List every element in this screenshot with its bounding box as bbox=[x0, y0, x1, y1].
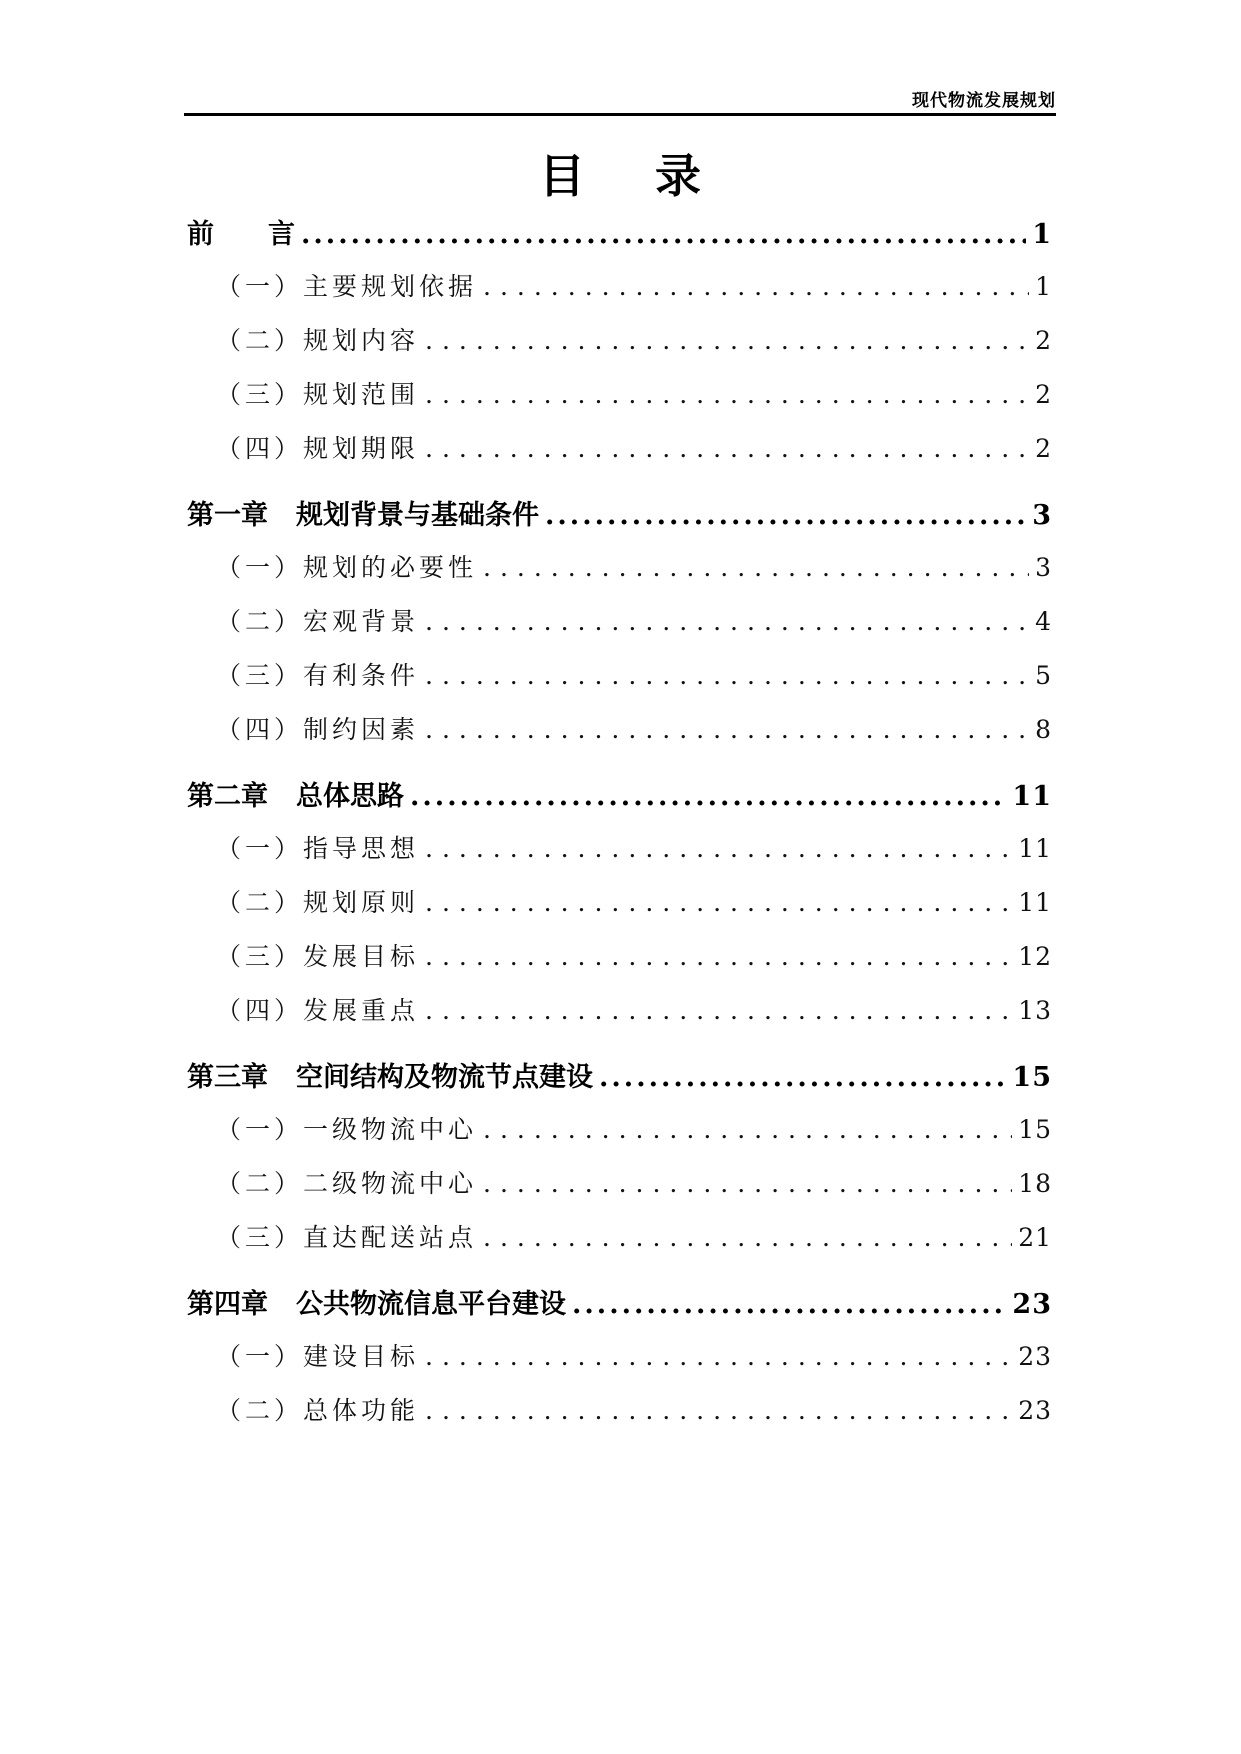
toc-page-number: 11 bbox=[1018, 834, 1052, 863]
toc-entry-section[interactable] bbox=[216, 1218, 1052, 1252]
toc-entry-label: （三）发展目标 bbox=[216, 942, 420, 971]
toc-entry-section[interactable] bbox=[216, 429, 1052, 463]
toc-page-number: 2 bbox=[1035, 326, 1052, 355]
dot-leader bbox=[483, 1169, 1012, 1198]
toc-entry-section[interactable] bbox=[216, 548, 1052, 582]
dot-leader bbox=[425, 1396, 1012, 1425]
toc-entry-section[interactable] bbox=[216, 375, 1052, 409]
toc-entry-label bbox=[187, 774, 404, 810]
toc-entry-label: （一）规划的必要性 bbox=[216, 553, 478, 582]
toc-entry-label: （二）总体功能 bbox=[216, 1396, 420, 1425]
toc-page-number: 23 bbox=[1018, 1342, 1052, 1371]
toc-page-number: 4 bbox=[1035, 607, 1052, 636]
toc-entry-section[interactable] bbox=[216, 602, 1052, 636]
toc-entry-chapter[interactable] bbox=[187, 493, 1052, 529]
dot-leader bbox=[425, 380, 1029, 409]
chapter-title: 空间结构及物流节点建设 bbox=[296, 1062, 593, 1091]
dot-leader bbox=[425, 888, 1012, 917]
toc-entry-label bbox=[187, 1282, 566, 1318]
running-header-title: 现代物流发展规划 bbox=[912, 91, 1056, 111]
toc-page-number: 15 bbox=[1012, 1062, 1052, 1091]
toc-entry-label: （一）建设目标 bbox=[216, 1342, 420, 1371]
toc-page-number: 12 bbox=[1018, 942, 1052, 971]
toc-page-number: 15 bbox=[1018, 1115, 1052, 1144]
toc-entry-label bbox=[187, 493, 539, 529]
toc-entry-section[interactable] bbox=[216, 937, 1052, 971]
toc-page-number: 21 bbox=[1018, 1223, 1052, 1252]
toc-page-number: 2 bbox=[1035, 434, 1052, 463]
toc-entry-label: （二）二级物流中心 bbox=[216, 1169, 478, 1198]
toc-title-char-2: 录 bbox=[655, 149, 701, 203]
toc-entry-section[interactable] bbox=[216, 829, 1052, 863]
toc-entry-label bbox=[187, 1055, 593, 1091]
toc-entry-label: （四）制约因素 bbox=[216, 715, 420, 744]
toc-page-number: 3 bbox=[1032, 500, 1052, 529]
dot-leader bbox=[425, 715, 1029, 744]
toc-page-number: 3 bbox=[1035, 553, 1052, 582]
dot-leader bbox=[599, 1062, 1006, 1091]
toc-entry-chapter[interactable] bbox=[187, 774, 1052, 810]
toc-entry-label: （一）指导思想 bbox=[216, 834, 420, 863]
toc-entry-section[interactable] bbox=[216, 991, 1052, 1025]
toc-entry-label: （二）规划内容 bbox=[216, 326, 420, 355]
toc-page-number: 5 bbox=[1035, 661, 1052, 690]
dot-leader bbox=[425, 834, 1012, 863]
toc-entry-section[interactable] bbox=[216, 1391, 1052, 1425]
toc-entry-section[interactable] bbox=[216, 883, 1052, 917]
dot-leader bbox=[301, 219, 1026, 248]
toc-page-number: 23 bbox=[1012, 1289, 1052, 1318]
dot-leader bbox=[425, 1342, 1012, 1371]
toc-entry-chapter[interactable] bbox=[187, 1055, 1052, 1091]
toc-entry-section[interactable] bbox=[216, 321, 1052, 355]
toc-entry-section[interactable] bbox=[216, 267, 1052, 301]
dot-leader bbox=[483, 1115, 1012, 1144]
toc-page-number: 8 bbox=[1035, 715, 1052, 744]
toc-entry-section[interactable] bbox=[216, 1337, 1052, 1371]
toc-page-number: 13 bbox=[1018, 996, 1052, 1025]
toc-entry-label: （二）宏观背景 bbox=[216, 607, 420, 636]
toc-entry-chapter[interactable] bbox=[187, 1282, 1052, 1318]
chapter-title: 总体思路 bbox=[296, 781, 404, 810]
dot-leader bbox=[425, 607, 1029, 636]
toc-entry-section[interactable] bbox=[216, 710, 1052, 744]
dot-leader bbox=[425, 942, 1012, 971]
toc-entry-label: （三）直达配送站点 bbox=[216, 1223, 478, 1252]
toc-entry-label: （二）规划原则 bbox=[216, 888, 420, 917]
chapter-number: 第二章 bbox=[187, 781, 268, 810]
toc-page-number: 11 bbox=[1018, 888, 1052, 917]
dot-leader bbox=[425, 661, 1029, 690]
toc-entry-label: （四）发展重点 bbox=[216, 996, 420, 1025]
toc-entry-label: （一）一级物流中心 bbox=[216, 1115, 478, 1144]
toc-entry-label: 前 言 bbox=[187, 219, 295, 248]
toc-entry-label: （三）有利条件 bbox=[216, 661, 420, 690]
dot-leader bbox=[483, 1223, 1012, 1252]
toc-page-number: 2 bbox=[1035, 380, 1052, 409]
toc-page-number: 18 bbox=[1018, 1169, 1052, 1198]
dot-leader bbox=[425, 434, 1029, 463]
toc-entry-section[interactable] bbox=[216, 1164, 1052, 1198]
dot-leader bbox=[483, 272, 1029, 301]
toc-entry-section[interactable] bbox=[216, 1110, 1052, 1144]
chapter-number: 第三章 bbox=[187, 1062, 268, 1091]
toc-page-number: 11 bbox=[1012, 781, 1052, 810]
chapter-title: 公共物流信息平台建设 bbox=[296, 1289, 566, 1318]
toc-page-number: 23 bbox=[1018, 1396, 1052, 1425]
dot-leader bbox=[410, 781, 1006, 810]
toc-entry-chapter[interactable] bbox=[187, 212, 1052, 248]
toc-entry-section[interactable] bbox=[216, 656, 1052, 690]
toc-page-number: 1 bbox=[1032, 219, 1052, 248]
dot-leader bbox=[425, 326, 1029, 355]
dot-leader bbox=[545, 500, 1026, 529]
toc-page-number: 1 bbox=[1035, 272, 1052, 301]
toc-entry-label: （三）规划范围 bbox=[216, 380, 420, 409]
dot-leader bbox=[572, 1289, 1006, 1318]
toc-entry-label: （一）主要规划依据 bbox=[216, 272, 478, 301]
toc-entry-label: （四）规划期限 bbox=[216, 434, 420, 463]
chapter-number: 第四章 bbox=[187, 1289, 268, 1318]
dot-leader bbox=[483, 553, 1029, 582]
dot-leader bbox=[425, 996, 1012, 1025]
toc-title-char-1: 目 bbox=[539, 149, 585, 203]
chapter-title: 规划背景与基础条件 bbox=[296, 500, 539, 529]
chapter-number: 第一章 bbox=[187, 500, 268, 529]
